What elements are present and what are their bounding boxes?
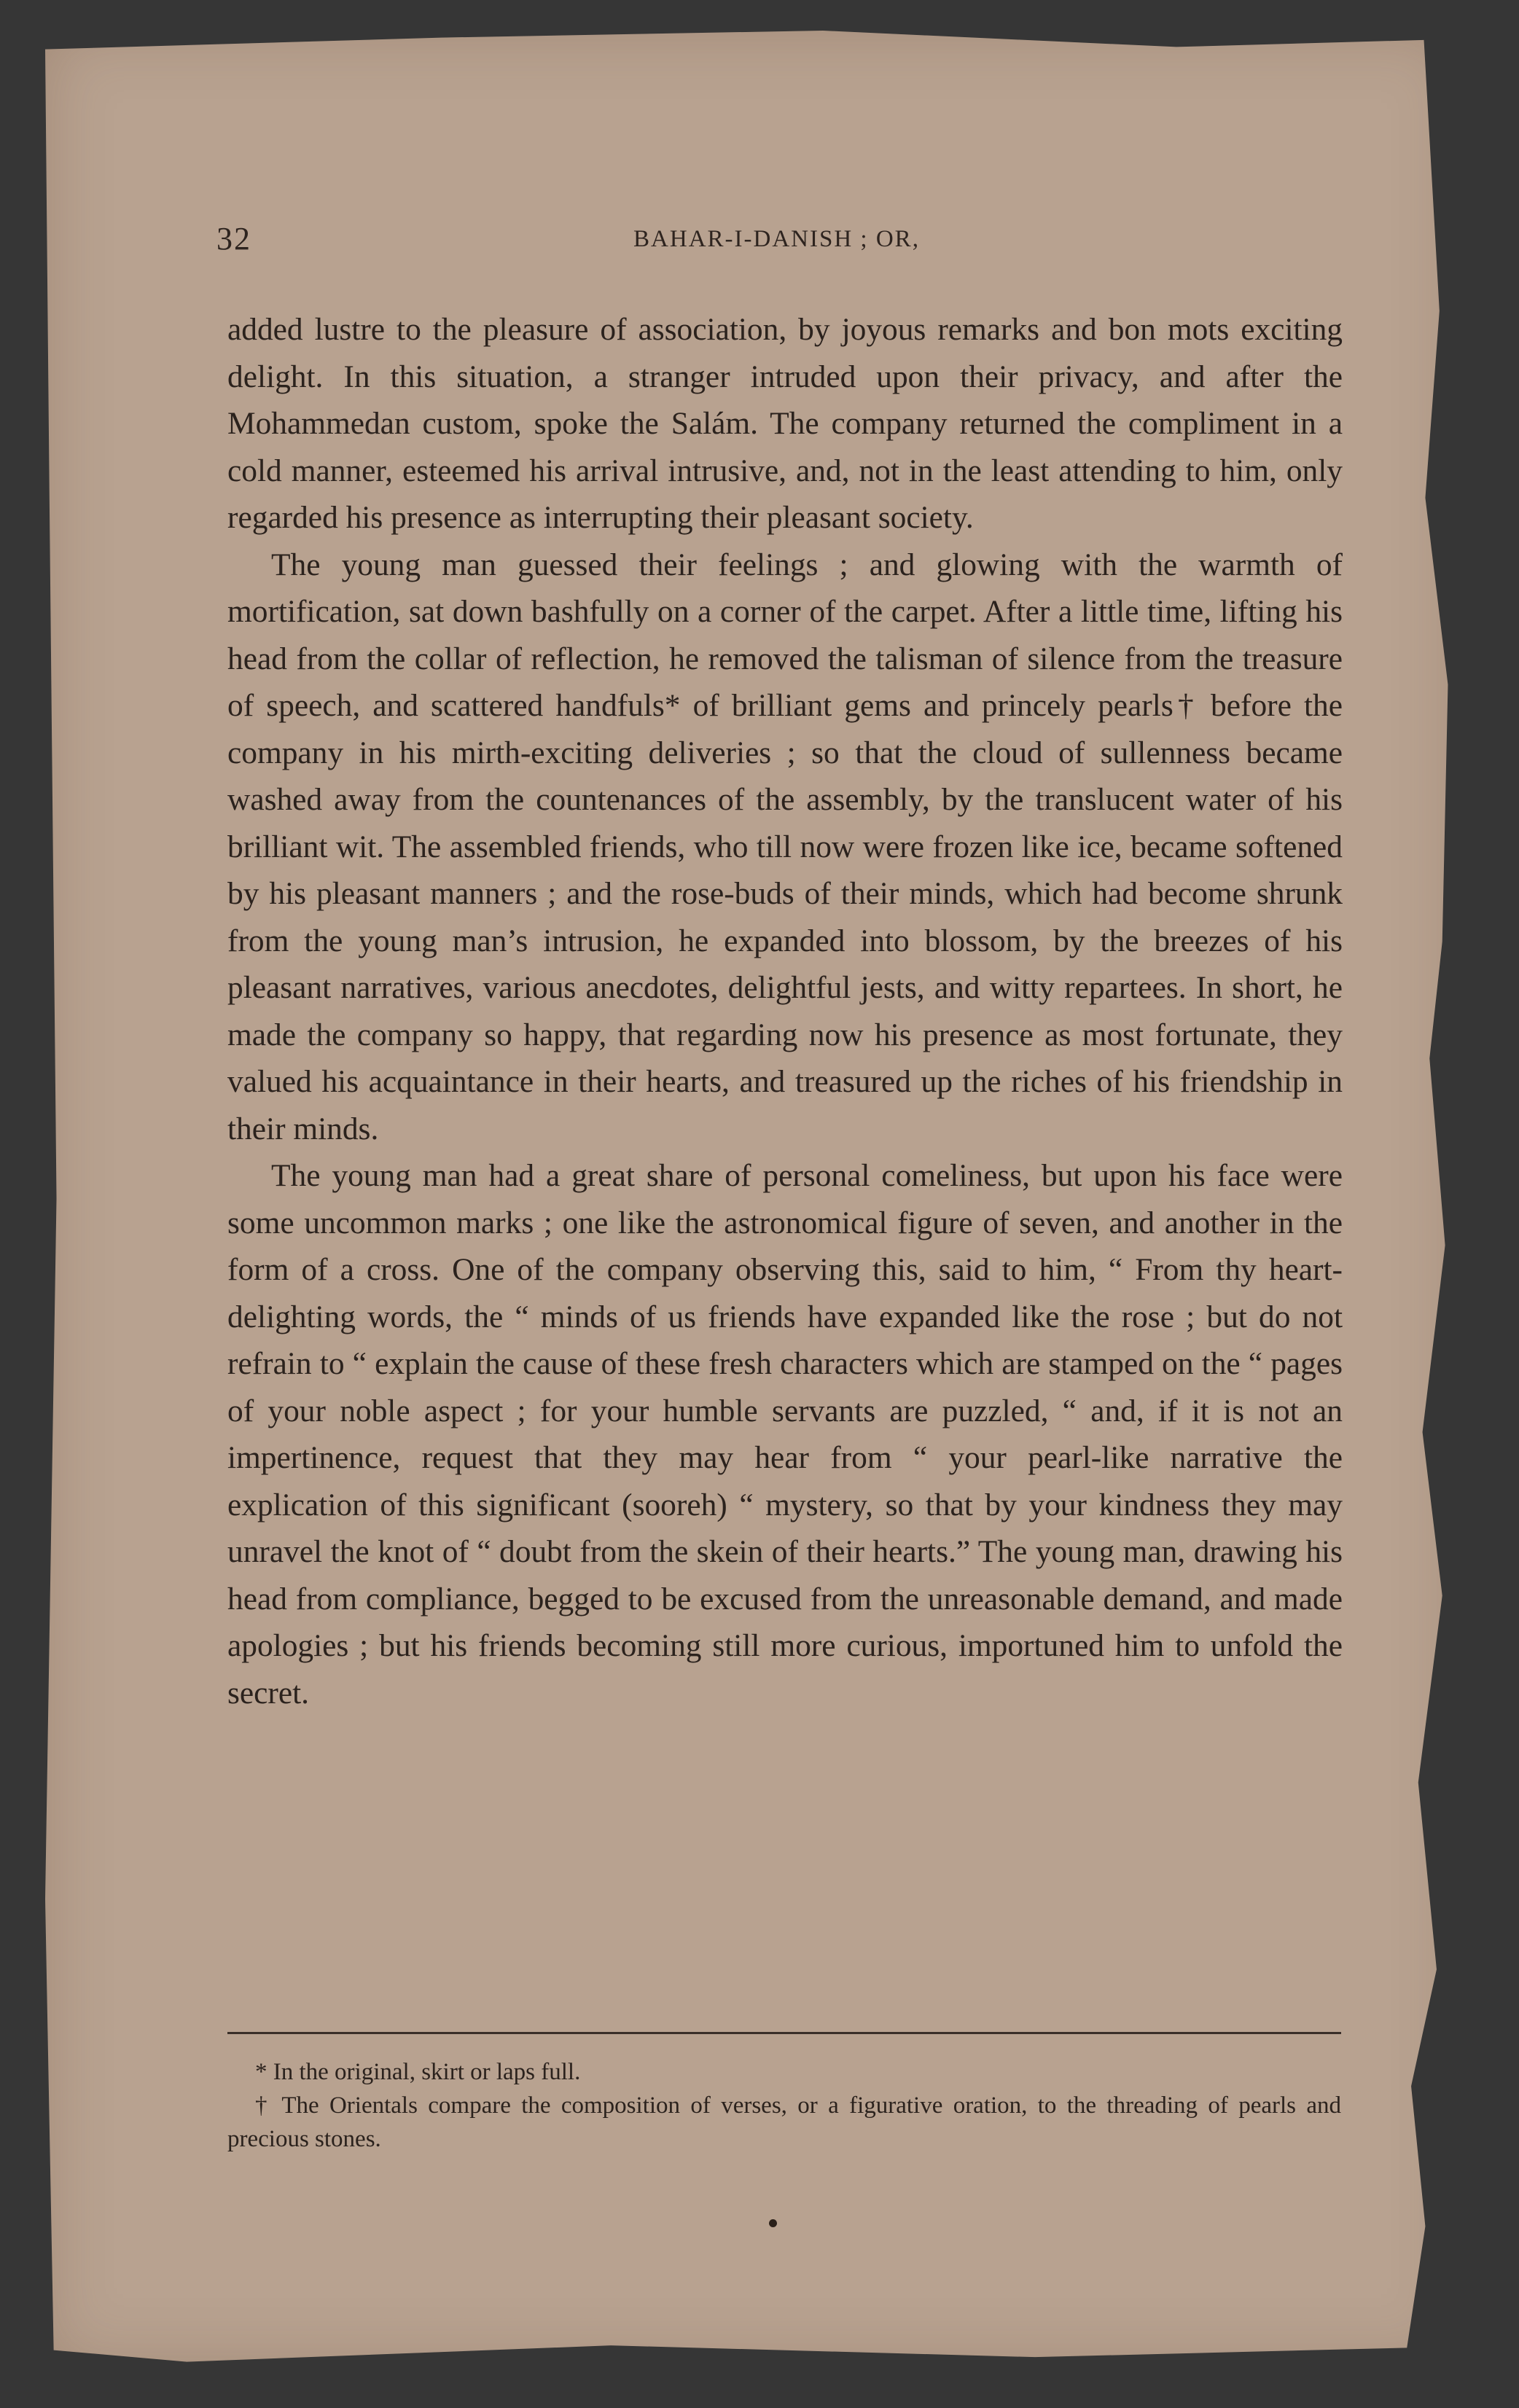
- running-head: [216, 220, 1337, 264]
- running-title: BAHAR-I-DANISH ; OR,: [633, 226, 920, 252]
- footnotes: [227, 2055, 1341, 2156]
- footnote: * In the original, skirt or laps full.: [255, 2059, 581, 2085]
- body-text: [227, 306, 1343, 1716]
- footnote: † The Orientals compare the composition of verses, or a figurative oration, to the threading of pearls and precious stones.: [227, 2092, 1341, 2152]
- footnote-divider: [227, 2032, 1341, 2034]
- paragraph: The young man guessed their feelings ; and glowing with the warmth of mortification, sat down bashfully on a corner of the carpet. After a little time, lifting his head from the collar of reflection, he removed the talisman of silence from the treasure of speech, and scattered handfuls* of brilliant gems and princely pearls† before the company in his mirth-exciting deliveries ; so that the cloud of sullenness became washed away from the countenances of the assembly, by the translucent water of his brilliant wit. The assembled friends, who till now were frozen like ice, became softened by his pleasant manners ; and the rose-buds of their minds, which had become shrunk from the young man’s intrusion, he expanded into blossom, by the breezes of his pleasant narratives, various anecdotes, delightful jests, and witty repartees. In short, he made the company so happy, that regarding now his presence as most fortunate, they valued his acquaintance in their hearts, and treasured up the riches of his friendship in their minds.: [227, 547, 1343, 1146]
- page-number: 32: [216, 221, 251, 257]
- ink-spot: [769, 2219, 777, 2227]
- paragraph: The young man had a great share of personal comeliness, but upon his face were some uncommon marks ; one like the astronomical figure of seven, and another in the form of a cross. One of the company observing this, said to him, “ From thy heart-delighting words, the “ minds of us friends have expanded like the rose ; but do not refrain to “ explain the cause of these fresh characters which are stamped on the “ pages of your noble aspect ; for your humble servants are puzzled, “ and, if it is not an impertinence, request that they may hear from “ your pearl-like narrative the explication of this significant (sooreh) “ mystery, so that by your kindness they may unravel the knot of “ doubt from the skein of their hearts.” The young man, drawing his head from compliance, begged to be excused from the unreasonable demand, and made apologies ; but his friends becoming still more curious, importuned him to unfold the secret.: [227, 1158, 1343, 1711]
- paragraph: added lustre to the pleasure of association, by joyous remarks and bon mots exciting delight. In this situation, a stranger intruded upon their privacy, and after the Mohammedan custom, spoke the Salám. The company returned the compliment in a cold manner, esteemed his arrival intrusive, and, not in the least attending to him, only regarded his presence as interrupting their pleasant society.: [227, 312, 1343, 535]
